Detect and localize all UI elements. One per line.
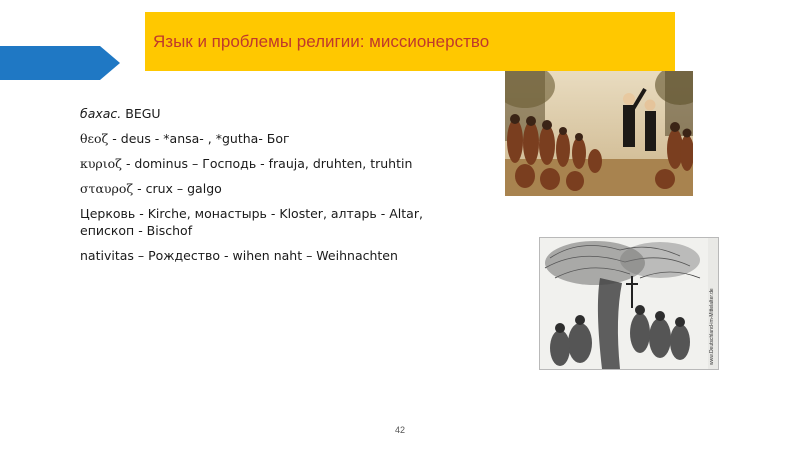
arrow-shape-icon: [0, 46, 120, 80]
list-item: [80, 247, 440, 264]
sermon-engraving-image: [539, 237, 719, 370]
content-list: [80, 105, 440, 272]
line-text: Церковь - Kirche, монастырь - Kloster, алтарь - Altar, епископ - Bischof: [80, 206, 423, 238]
list-item: [80, 105, 440, 122]
line-text: - dominus – Господь - frauja, druhten, truhtin: [121, 156, 413, 171]
slide-title: Язык и проблемы религии: миссионерство: [153, 31, 490, 51]
line-prefix: κυριοζ: [80, 156, 122, 171]
list-item: [80, 180, 440, 197]
sermon-engraving-icon: [540, 238, 718, 369]
list-item: [80, 155, 440, 172]
line-prefix: θεοζ: [80, 131, 109, 146]
line-prefix: σταυροζ: [80, 181, 134, 196]
list-item: [80, 205, 440, 239]
line-prefix: бахас.: [80, 106, 122, 121]
line-text: BEGU: [121, 106, 161, 121]
line-text: - crux – galgo: [133, 181, 222, 196]
line-text: - deus - *ansa- , *gutha- Бог: [108, 131, 290, 146]
title-bar: [145, 12, 675, 71]
missionary-painting-icon: [505, 71, 693, 196]
missionary-painting-image: [505, 71, 693, 196]
line-text: nativitas – Рождество - wihen naht – Weihnachten: [80, 248, 398, 263]
page-number: 42: [394, 425, 405, 435]
list-item: [80, 130, 440, 147]
engraving-caption: www.Deutschland-im-Mittelalter.de: [709, 288, 715, 365]
